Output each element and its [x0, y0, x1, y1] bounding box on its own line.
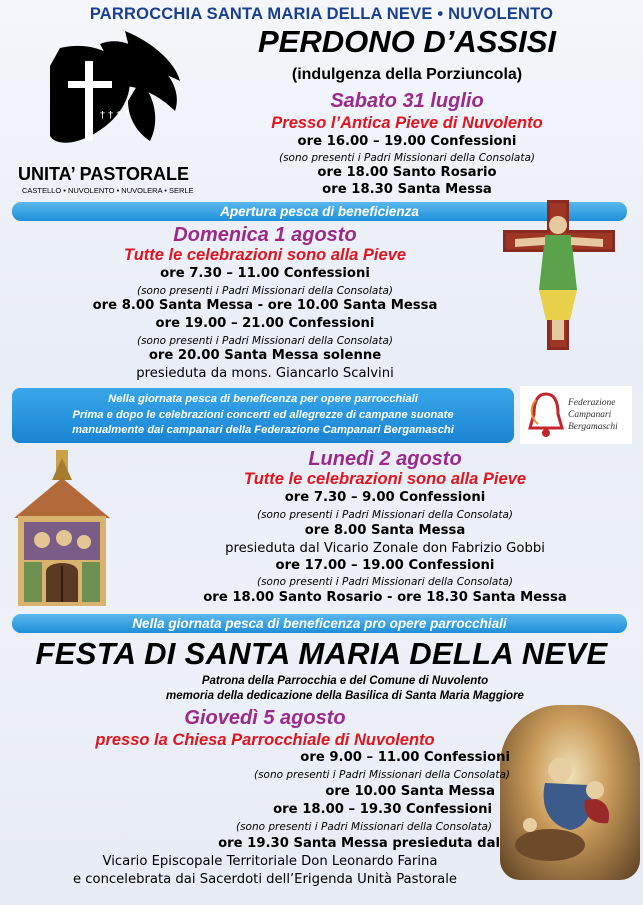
unita-pastorale-logo	[10, 26, 210, 196]
monday-line-5-text: ore 18.00 Santo Rosario - ore 18.30 Santa Messa	[203, 590, 567, 605]
saturday-line-2: ore 18.00 Santo Rosario	[317, 165, 497, 180]
saturday-line-3: ore 18.30 Santa Messa	[322, 182, 492, 197]
sunday-date: Domenica 1 agosto	[173, 224, 357, 246]
fed-line-2: Campanari	[568, 410, 612, 420]
thursday-line-2-text: ore 10.00 Santa Messa	[325, 784, 495, 799]
svg-text:† † † †: † † † †	[100, 110, 130, 121]
thursday-line-6: e concelebrata dai Sacerdoti dell’Erigenda Unità Pastorale	[72, 872, 458, 887]
patrona-line-1: Patrona della Parrocchia e del Comune di Nuvolento	[201, 675, 489, 687]
fed-line-3: Bergamaschi	[568, 422, 618, 432]
parish-header: PARROCCHIA SANTA MARIA DELLA NEVE • NUVOLENTO	[89, 5, 554, 23]
sunday-line-2	[40, 298, 490, 313]
saturday-note-1: (sono presenti i Padri Missionari della Consolata)	[278, 152, 536, 164]
monday-line-1-text: ore 7.30 – 9.00 Confessioni	[284, 490, 486, 505]
sunday-line-5: presieduta da mons. Giancarlo Scalvini	[136, 366, 394, 381]
bell-concerts-info	[12, 388, 514, 443]
thursday-place: presso la Chiesa Parrocchiale di Nuvolento	[95, 731, 435, 749]
pieve-church-image	[12, 448, 112, 608]
monday-line-4	[140, 558, 630, 573]
monday-line-2	[140, 523, 630, 538]
bell-icon	[526, 390, 566, 440]
patrona-line-2: memoria della dedicazione della Basilica di Santa Maria Maggiore	[166, 690, 524, 702]
monday-date: Lunedì 2 agosto	[308, 448, 462, 470]
nativity-painting	[500, 705, 640, 880]
monday-line-2-text: ore 8.00 Santa Messa	[304, 523, 466, 538]
monday-line-5	[140, 590, 630, 605]
monday-note-2: (sono presenti i Padri Missionari della Consolata)	[256, 576, 514, 588]
saturday-line-1: ore 16.00 – 19.00 Confessioni	[297, 134, 517, 149]
thursday-date: Giovedì 5 agosto	[184, 707, 346, 729]
festa-title: FESTA DI SANTA MARIA DELLA NEVE	[35, 636, 608, 671]
thursday-line-3	[40, 802, 492, 817]
sunday-line-1	[40, 266, 490, 281]
monday-line-4-text: ore 17.00 – 19.00 Confessioni	[275, 558, 495, 573]
fed-line-1: Federazione	[568, 398, 616, 408]
charity-banner: Nella giornata pesca di beneficenza pro opere parrocchiali	[12, 614, 627, 633]
page-subtitle: (indulgenza della Porziuncola)	[291, 66, 523, 83]
monday-place: Tutte le celebrazioni sono alla Pieve	[243, 470, 527, 488]
info-line-1: Nella giornata pesca di beneficenza per opere parrocchiali	[108, 393, 418, 405]
monday-line-3: presieduta dal Vicario Zonale don Fabrizio Gobbi	[225, 541, 545, 556]
thursday-note-2: (sono presenti i Padri Missionari della Consolata)	[235, 821, 492, 833]
dove-cross-icon	[10, 26, 210, 166]
thursday-line-5: Vicario Episcopale Territoriale Don Leonardo Farina	[102, 854, 438, 869]
crucifix-image	[495, 195, 625, 355]
sunday-place: Tutte le celebrazioni sono alla Pieve	[123, 246, 407, 264]
sunday-line-4	[40, 348, 490, 363]
sunday-line-4-text: ore 20.00 Santa Messa solenne	[148, 348, 382, 363]
thursday-line-1	[40, 750, 510, 765]
saturday-place: Presso l’Antica Pieve di Nuvolento	[271, 114, 543, 132]
logo-towns: CASTELLO • NUVOLENTO • NUVOLERA • SERLE	[22, 186, 194, 195]
page-title: PERDONO D’ASSISI	[258, 24, 556, 59]
thursday-line-4: ore 19.30 Santa Messa presieduta dal	[218, 836, 500, 851]
thursday-line-2	[40, 784, 495, 799]
info-line-2: Prima e dopo le celebrazioni concerti ed allegrezze di campane suonate	[72, 408, 454, 421]
sunday-line-3-text: ore 19.00 – 21.00 Confessioni	[155, 316, 375, 331]
thursday-note-1: (sono presenti i Padri Missionari della Consolata)	[253, 769, 510, 781]
logo-name: UNITA’ PASTORALE	[18, 164, 190, 184]
thursday-line-1-text: ore 9.00 – 11.00 Confessioni	[300, 750, 510, 765]
info-line-3: manualmente dai campanari della Federazione Campanari Bergamaschi	[72, 424, 454, 436]
sunday-line-3	[40, 316, 490, 331]
opening-banner: Apertura pesca di beneficienza	[12, 202, 627, 221]
federazione-logo	[520, 386, 632, 444]
sunday-line-2-text: ore 8.00 Santa Messa - ore 10.00 Santa Messa	[92, 298, 438, 313]
saturday-date: Sabato 31 luglio	[330, 90, 484, 112]
thursday-line-3-text: ore 18.00 – 19.30 Confessioni	[273, 802, 492, 817]
sunday-note-2: (sono presenti i Padri Missionari della Consolata)	[136, 335, 394, 347]
monday-line-1	[140, 490, 630, 505]
sunday-note-1: (sono presenti i Padri Missionari della Consolata)	[136, 285, 394, 297]
monday-note-1: (sono presenti i Padri Missionari della Consolata)	[256, 509, 514, 521]
sunday-line-1-text: ore 7.30 – 11.00 Confessioni	[160, 266, 370, 281]
